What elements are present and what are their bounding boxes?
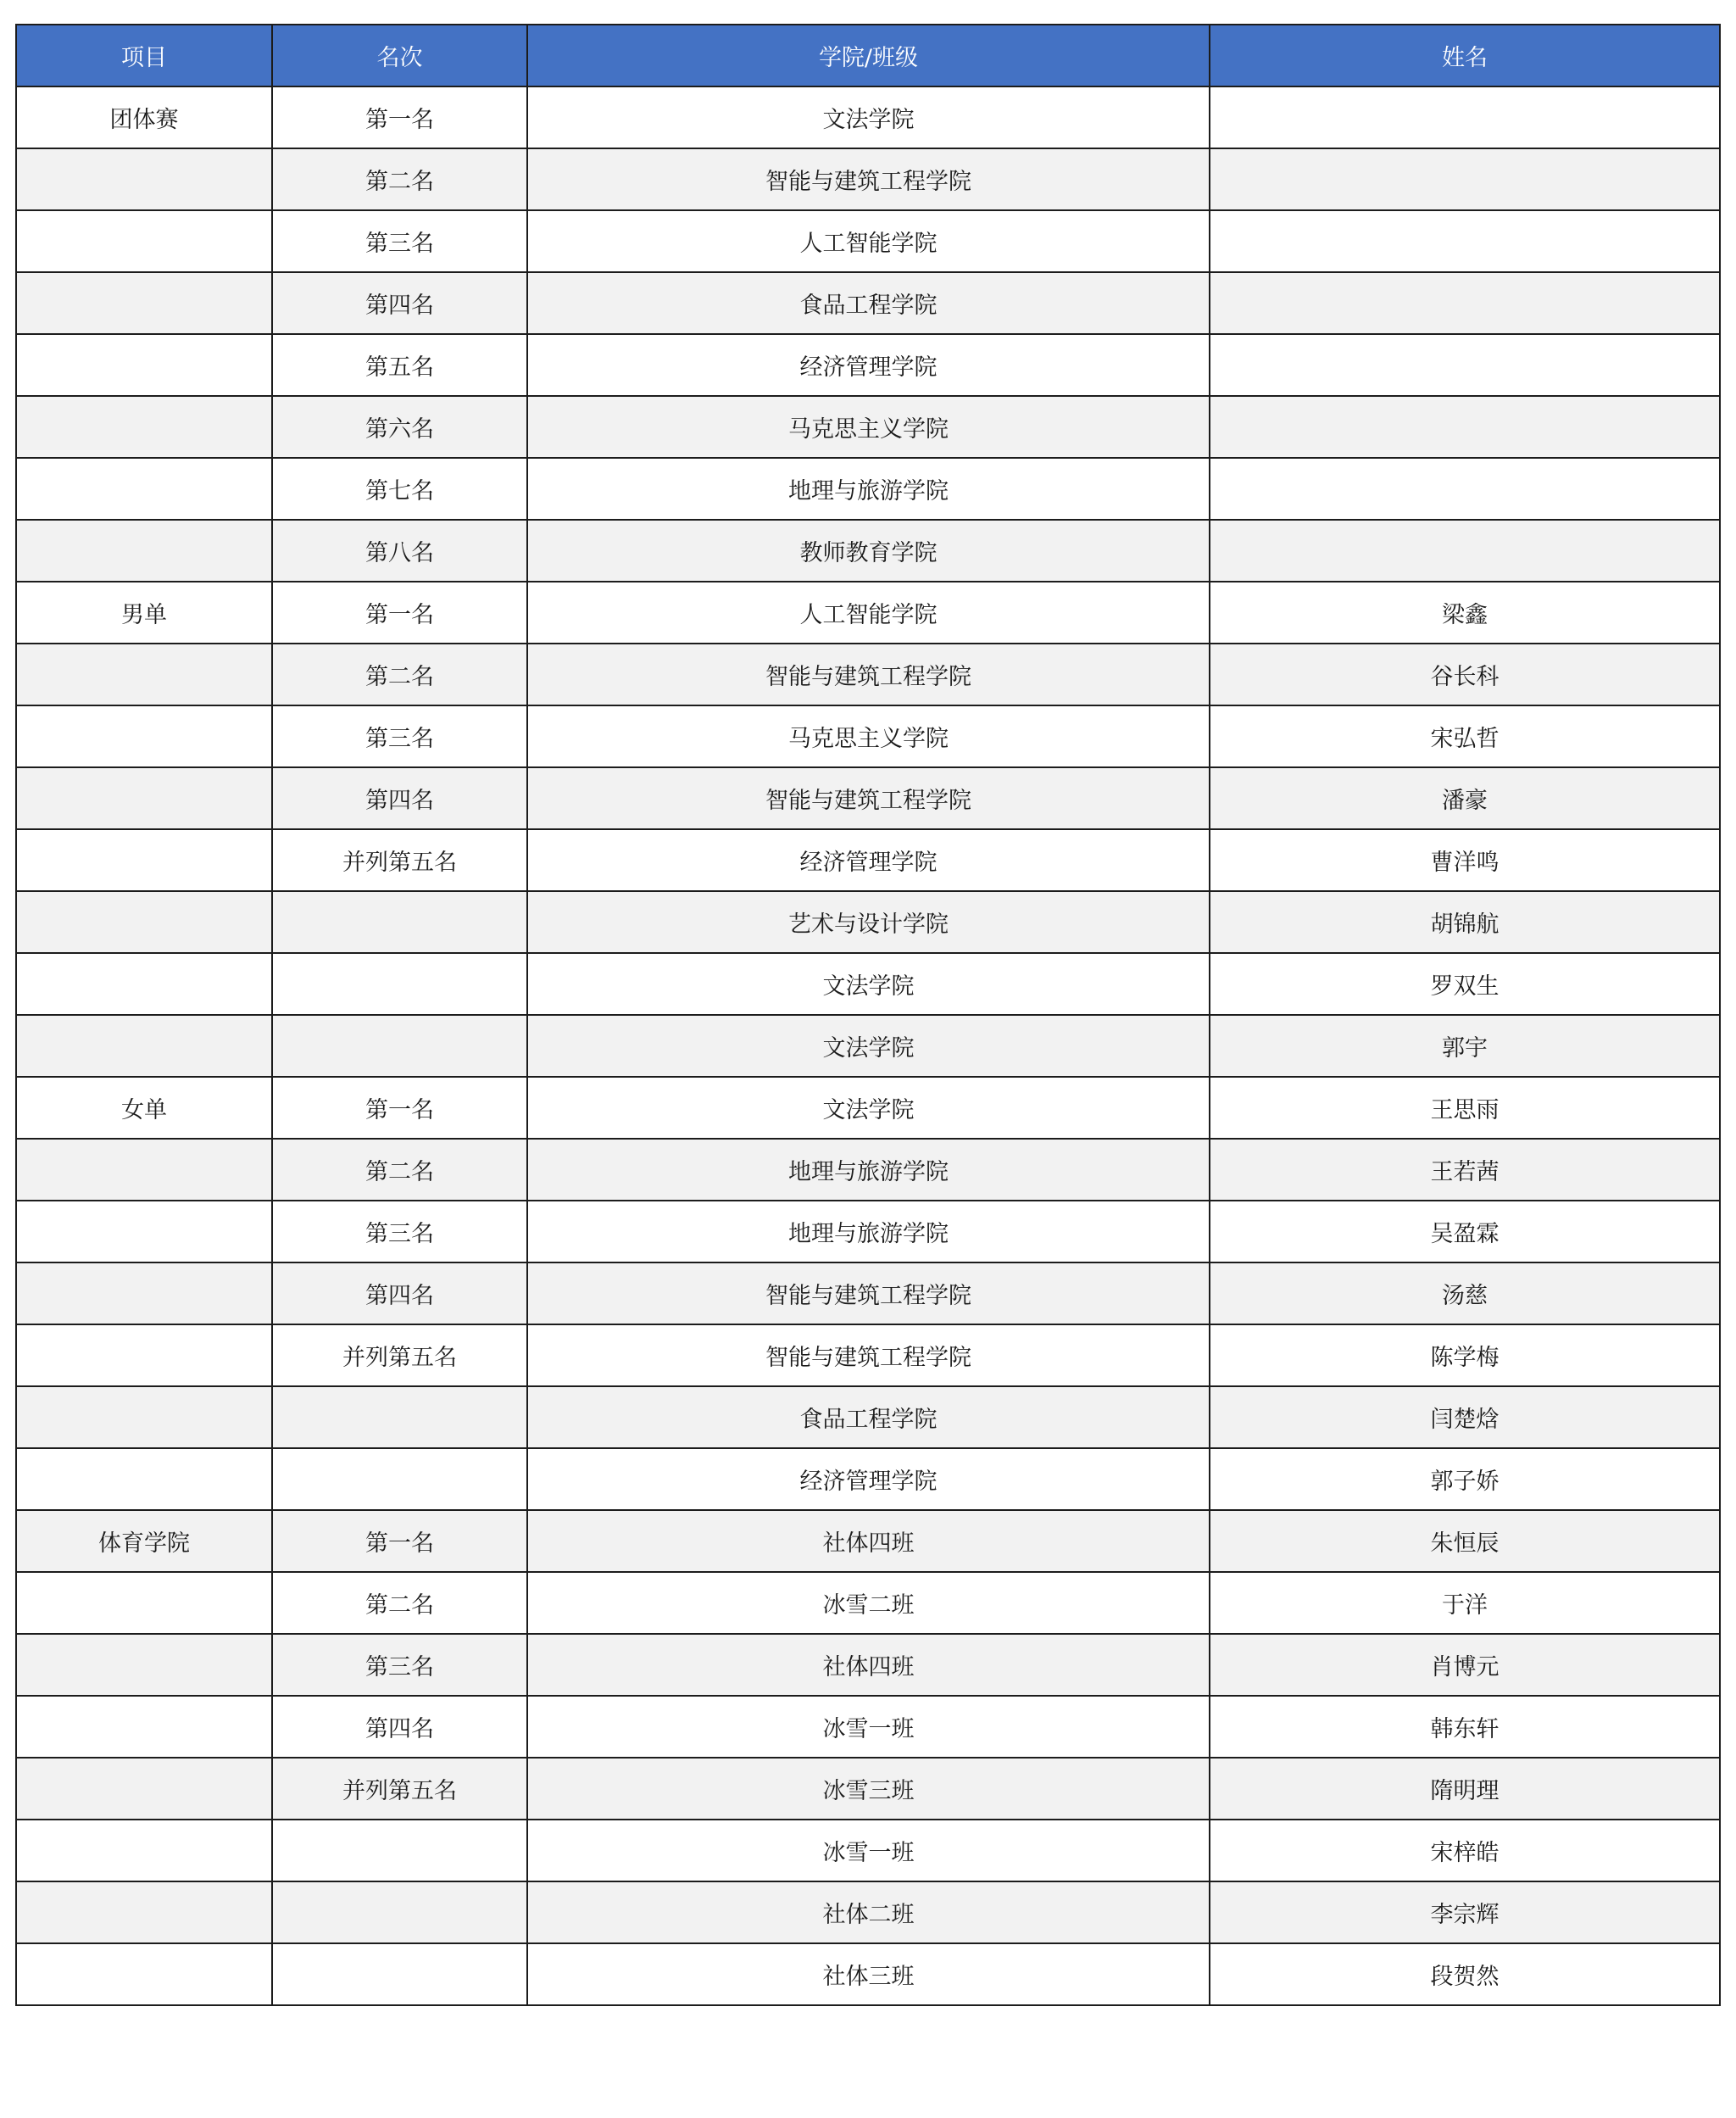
cell-name: 隋明理 [1210,1758,1720,1820]
table-row [16,396,1720,458]
header-college-class: 学院/班级 [527,25,1210,86]
cell-college-class: 智能与建筑工程学院 [527,148,1210,210]
cell-college-class: 经济管理学院 [527,334,1210,396]
cell-college-class: 冰雪一班 [527,1696,1210,1758]
cell-event [16,1881,272,1943]
cell-college-class: 人工智能学院 [527,210,1210,272]
cell-college-class: 智能与建筑工程学院 [527,644,1210,705]
table-row [16,86,1720,148]
table-row [16,705,1720,767]
cell-college-class: 社体四班 [527,1510,1210,1572]
header-rank: 名次 [272,25,527,86]
cell-college-class: 冰雪一班 [527,1820,1210,1881]
cell-college-class: 冰雪二班 [527,1572,1210,1634]
cell-name: 罗双生 [1210,953,1720,1015]
cell-college-class: 地理与旅游学院 [527,1139,1210,1201]
cell-rank: 并列第五名 [272,829,527,891]
table-row [16,829,1720,891]
cell-rank: 第八名 [272,520,527,582]
cell-event [16,1448,272,1510]
table-row [16,1510,1720,1572]
cell-college-class: 经济管理学院 [527,829,1210,891]
table-row [16,272,1720,334]
cell-name [1210,148,1720,210]
cell-name: 肖博元 [1210,1634,1720,1696]
cell-rank: 第一名 [272,1510,527,1572]
cell-college-class: 文法学院 [527,86,1210,148]
table-row [16,1448,1720,1510]
cell-event [16,644,272,705]
cell-name: 闫楚焓 [1210,1386,1720,1448]
cell-rank: 第二名 [272,644,527,705]
cell-event: 体育学院 [16,1510,272,1572]
cell-rank: 第四名 [272,767,527,829]
cell-rank [272,1015,527,1077]
cell-name: 梁鑫 [1210,582,1720,644]
table-row [16,1139,1720,1201]
cell-event [16,210,272,272]
cell-name [1210,458,1720,520]
cell-rank [272,953,527,1015]
cell-name: 宋弘哲 [1210,705,1720,767]
cell-event: 团体赛 [16,86,272,148]
cell-event [16,334,272,396]
cell-rank: 第一名 [272,1077,527,1139]
cell-college-class: 智能与建筑工程学院 [527,1324,1210,1386]
cell-event [16,1820,272,1881]
cell-name [1210,210,1720,272]
cell-name: 王思雨 [1210,1077,1720,1139]
table-row [16,582,1720,644]
cell-name [1210,272,1720,334]
cell-rank: 第二名 [272,148,527,210]
cell-name: 陈学梅 [1210,1324,1720,1386]
cell-event [16,1386,272,1448]
cell-college-class: 文法学院 [527,1077,1210,1139]
cell-name: 潘豪 [1210,767,1720,829]
cell-rank [272,891,527,953]
cell-event [16,396,272,458]
table-row [16,458,1720,520]
table-row [16,520,1720,582]
cell-name: 郭宇 [1210,1015,1720,1077]
cell-event [16,705,272,767]
cell-college-class: 社体二班 [527,1881,1210,1943]
cell-event [16,520,272,582]
cell-name: 李宗辉 [1210,1881,1720,1943]
table-body [16,86,1720,2005]
cell-event [16,1139,272,1201]
cell-rank: 第三名 [272,210,527,272]
cell-rank [272,1386,527,1448]
cell-rank: 第二名 [272,1139,527,1201]
table-row [16,891,1720,953]
table-row [16,1758,1720,1820]
table-row [16,1696,1720,1758]
table-header [16,25,1720,86]
cell-rank: 第三名 [272,1201,527,1262]
table-row [16,1881,1720,1943]
cell-college-class: 文法学院 [527,1015,1210,1077]
cell-rank: 第三名 [272,1634,527,1696]
cell-name: 郭子娇 [1210,1448,1720,1510]
cell-college-class: 人工智能学院 [527,582,1210,644]
cell-event [16,1262,272,1324]
table-row [16,1386,1720,1448]
cell-name: 朱恒辰 [1210,1510,1720,1572]
cell-event [16,1943,272,2005]
cell-event [16,272,272,334]
cell-college-class: 社体三班 [527,1943,1210,2005]
cell-college-class: 文法学院 [527,953,1210,1015]
cell-rank: 第四名 [272,272,527,334]
cell-rank [272,1448,527,1510]
table-row [16,210,1720,272]
cell-college-class: 智能与建筑工程学院 [527,1262,1210,1324]
table-row [16,334,1720,396]
cell-rank: 第六名 [272,396,527,458]
cell-name [1210,396,1720,458]
cell-rank: 并列第五名 [272,1324,527,1386]
cell-college-class: 马克思主义学院 [527,396,1210,458]
cell-college-class: 食品工程学院 [527,1386,1210,1448]
cell-event [16,1201,272,1262]
header-name: 姓名 [1210,25,1720,86]
results-table [15,24,1721,2006]
cell-college-class: 地理与旅游学院 [527,1201,1210,1262]
table-row [16,953,1720,1015]
cell-rank: 并列第五名 [272,1758,527,1820]
cell-rank: 第七名 [272,458,527,520]
table-row [16,1634,1720,1696]
table-row [16,644,1720,705]
cell-name: 宋梓皓 [1210,1820,1720,1881]
cell-rank [272,1943,527,2005]
cell-rank: 第二名 [272,1572,527,1634]
cell-college-class: 马克思主义学院 [527,705,1210,767]
cell-name [1210,520,1720,582]
cell-rank: 第五名 [272,334,527,396]
cell-event [16,1634,272,1696]
cell-rank [272,1881,527,1943]
cell-name: 于洋 [1210,1572,1720,1634]
cell-event [16,1324,272,1386]
cell-college-class: 冰雪三班 [527,1758,1210,1820]
cell-event [16,1572,272,1634]
cell-rank: 第一名 [272,86,527,148]
cell-name: 谷长科 [1210,644,1720,705]
cell-event [16,891,272,953]
cell-name: 王若茜 [1210,1139,1720,1201]
table-row [16,1324,1720,1386]
header-event: 项目 [16,25,272,86]
table-row [16,1201,1720,1262]
cell-event: 男单 [16,582,272,644]
cell-name: 汤慈 [1210,1262,1720,1324]
cell-event [16,953,272,1015]
cell-name [1210,86,1720,148]
cell-event [16,767,272,829]
table-row [16,1943,1720,2005]
cell-college-class: 社体四班 [527,1634,1210,1696]
cell-rank [272,1820,527,1881]
cell-rank: 第一名 [272,582,527,644]
cell-event [16,148,272,210]
cell-college-class: 经济管理学院 [527,1448,1210,1510]
cell-college-class: 地理与旅游学院 [527,458,1210,520]
cell-college-class: 智能与建筑工程学院 [527,767,1210,829]
cell-name: 胡锦航 [1210,891,1720,953]
table-row [16,1820,1720,1881]
cell-event [16,829,272,891]
cell-rank: 第四名 [272,1262,527,1324]
cell-name: 韩东轩 [1210,1696,1720,1758]
cell-event: 女单 [16,1077,272,1139]
cell-event [16,1758,272,1820]
cell-name: 段贺然 [1210,1943,1720,2005]
cell-name [1210,334,1720,396]
cell-college-class: 教师教育学院 [527,520,1210,582]
table-row [16,1077,1720,1139]
header-row [16,25,1720,86]
cell-rank: 第三名 [272,705,527,767]
cell-event [16,1696,272,1758]
table-row [16,1262,1720,1324]
table-row [16,767,1720,829]
cell-event [16,1015,272,1077]
table-row [16,1572,1720,1634]
cell-college-class: 食品工程学院 [527,272,1210,334]
cell-event [16,458,272,520]
cell-rank: 第四名 [272,1696,527,1758]
cell-name: 吴盈霖 [1210,1201,1720,1262]
cell-college-class: 艺术与设计学院 [527,891,1210,953]
table-row [16,148,1720,210]
cell-name: 曹洋鸣 [1210,829,1720,891]
table-row [16,1015,1720,1077]
